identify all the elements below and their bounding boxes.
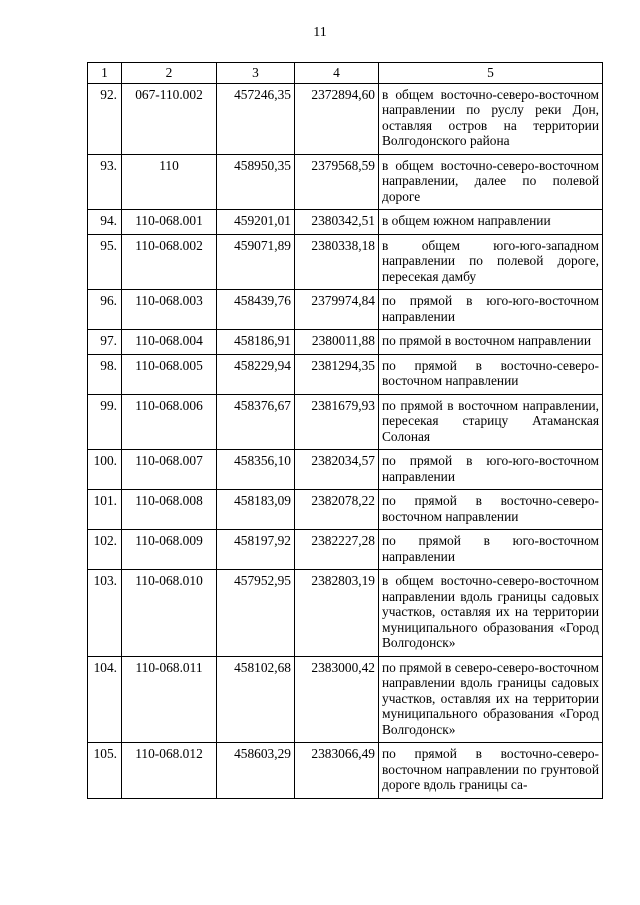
boundary-description: по прямой в юго-юго-восточном направлении	[379, 290, 603, 330]
point-id: 110-068.007	[122, 450, 217, 490]
coordinate-y: 2381679,93	[295, 394, 379, 450]
table-row	[88, 234, 603, 290]
table-row	[88, 394, 603, 450]
coordinate-y: 2380011,88	[295, 330, 379, 355]
coordinate-x: 458186,91	[217, 330, 295, 355]
row-number: 95.	[88, 234, 122, 290]
coordinate-x: 458197,92	[217, 530, 295, 570]
boundary-description: в общем южном направлении	[379, 210, 603, 235]
row-number: 94.	[88, 210, 122, 235]
table-row	[88, 354, 603, 394]
boundary-table	[87, 62, 603, 799]
table-row	[88, 530, 603, 570]
table-row	[88, 330, 603, 355]
coordinate-x: 458229,94	[217, 354, 295, 394]
row-number: 105.	[88, 743, 122, 799]
coordinate-x: 458356,10	[217, 450, 295, 490]
boundary-description: по прямой в юго-восточном направлении	[379, 530, 603, 570]
coordinate-y: 2383000,42	[295, 656, 379, 743]
column-header: 4	[295, 63, 379, 84]
coordinate-y: 2380338,18	[295, 234, 379, 290]
coordinate-y: 2379974,84	[295, 290, 379, 330]
coordinate-y: 2383066,49	[295, 743, 379, 799]
point-id: 110-068.002	[122, 234, 217, 290]
coordinate-y: 2381294,35	[295, 354, 379, 394]
column-header: 5	[379, 63, 603, 84]
coordinate-x: 458950,35	[217, 154, 295, 210]
coordinate-y: 2382227,28	[295, 530, 379, 570]
coordinate-y: 2382803,19	[295, 570, 379, 657]
coordinate-x: 458376,67	[217, 394, 295, 450]
point-id: 110-068.008	[122, 490, 217, 530]
table-row	[88, 210, 603, 235]
row-number: 104.	[88, 656, 122, 743]
boundary-description: по прямой в северо-северо-восточном направлении вдоль границы садовых участков, оставляя их на территории муниципального образования «Город Волгодонск»	[379, 656, 603, 743]
row-number: 101.	[88, 490, 122, 530]
row-number: 102.	[88, 530, 122, 570]
table-row	[88, 570, 603, 657]
table-row	[88, 154, 603, 210]
coordinate-y: 2380342,51	[295, 210, 379, 235]
row-number: 100.	[88, 450, 122, 490]
coordinate-x: 458603,29	[217, 743, 295, 799]
boundary-description: в общем восточно-северо-восточном направлении по руслу реки Дон, оставляя остров на территории Волгодонского района	[379, 83, 603, 154]
column-header: 2	[122, 63, 217, 84]
page-number: 11	[313, 25, 327, 40]
coordinate-x: 457952,95	[217, 570, 295, 657]
coordinate-x: 458439,76	[217, 290, 295, 330]
row-number: 97.	[88, 330, 122, 355]
table-row	[88, 656, 603, 743]
column-header: 3	[217, 63, 295, 84]
row-number: 99.	[88, 394, 122, 450]
coordinate-x: 458102,68	[217, 656, 295, 743]
table-header-row	[88, 63, 603, 84]
boundary-description: в общем восточно-северо-восточном направлении вдоль границы садовых участков, оставляя их на территории муниципального образования «Город Волгодонск»	[379, 570, 603, 657]
point-id: 110-068.010	[122, 570, 217, 657]
boundary-description: по прямой в восточном направлении	[379, 330, 603, 355]
column-header: 1	[88, 63, 122, 84]
coordinate-x: 457246,35	[217, 83, 295, 154]
point-id: 110	[122, 154, 217, 210]
boundary-description: по прямой в юго-юго-восточном направлении	[379, 450, 603, 490]
point-id: 067-110.002	[122, 83, 217, 154]
table-row	[88, 83, 603, 154]
point-id: 110-068.001	[122, 210, 217, 235]
boundary-description: по прямой в восточном направлении, пересекая старицу Атаманская Солоная	[379, 394, 603, 450]
boundary-description: по прямой в восточно-северо-восточном направлении по грунтовой дороге вдоль границы са-	[379, 743, 603, 799]
point-id: 110-068.006	[122, 394, 217, 450]
coordinate-y: 2372894,60	[295, 83, 379, 154]
table-row	[88, 490, 603, 530]
table-row	[88, 450, 603, 490]
row-number: 96.	[88, 290, 122, 330]
coordinate-x: 459201,01	[217, 210, 295, 235]
boundary-description: в общем восточно-северо-восточном направлении, далее по полевой дороге	[379, 154, 603, 210]
boundary-description: по прямой в восточно-северо-восточном направлении	[379, 354, 603, 394]
coordinate-x: 459071,89	[217, 234, 295, 290]
table-row	[88, 290, 603, 330]
point-id: 110-068.004	[122, 330, 217, 355]
coordinate-y: 2379568,59	[295, 154, 379, 210]
point-id: 110-068.011	[122, 656, 217, 743]
point-id: 110-068.005	[122, 354, 217, 394]
boundary-description: по прямой в восточно-северо-восточном направлении	[379, 490, 603, 530]
point-id: 110-068.003	[122, 290, 217, 330]
coordinate-y: 2382034,57	[295, 450, 379, 490]
point-id: 110-068.012	[122, 743, 217, 799]
row-number: 103.	[88, 570, 122, 657]
row-number: 92.	[88, 83, 122, 154]
boundary-description: в общем юго-юго-западном направлении по полевой дороге, пересекая дамбу	[379, 234, 603, 290]
row-number: 98.	[88, 354, 122, 394]
table-row	[88, 743, 603, 799]
coordinate-y: 2382078,22	[295, 490, 379, 530]
row-number: 93.	[88, 154, 122, 210]
coordinate-x: 458183,09	[217, 490, 295, 530]
point-id: 110-068.009	[122, 530, 217, 570]
